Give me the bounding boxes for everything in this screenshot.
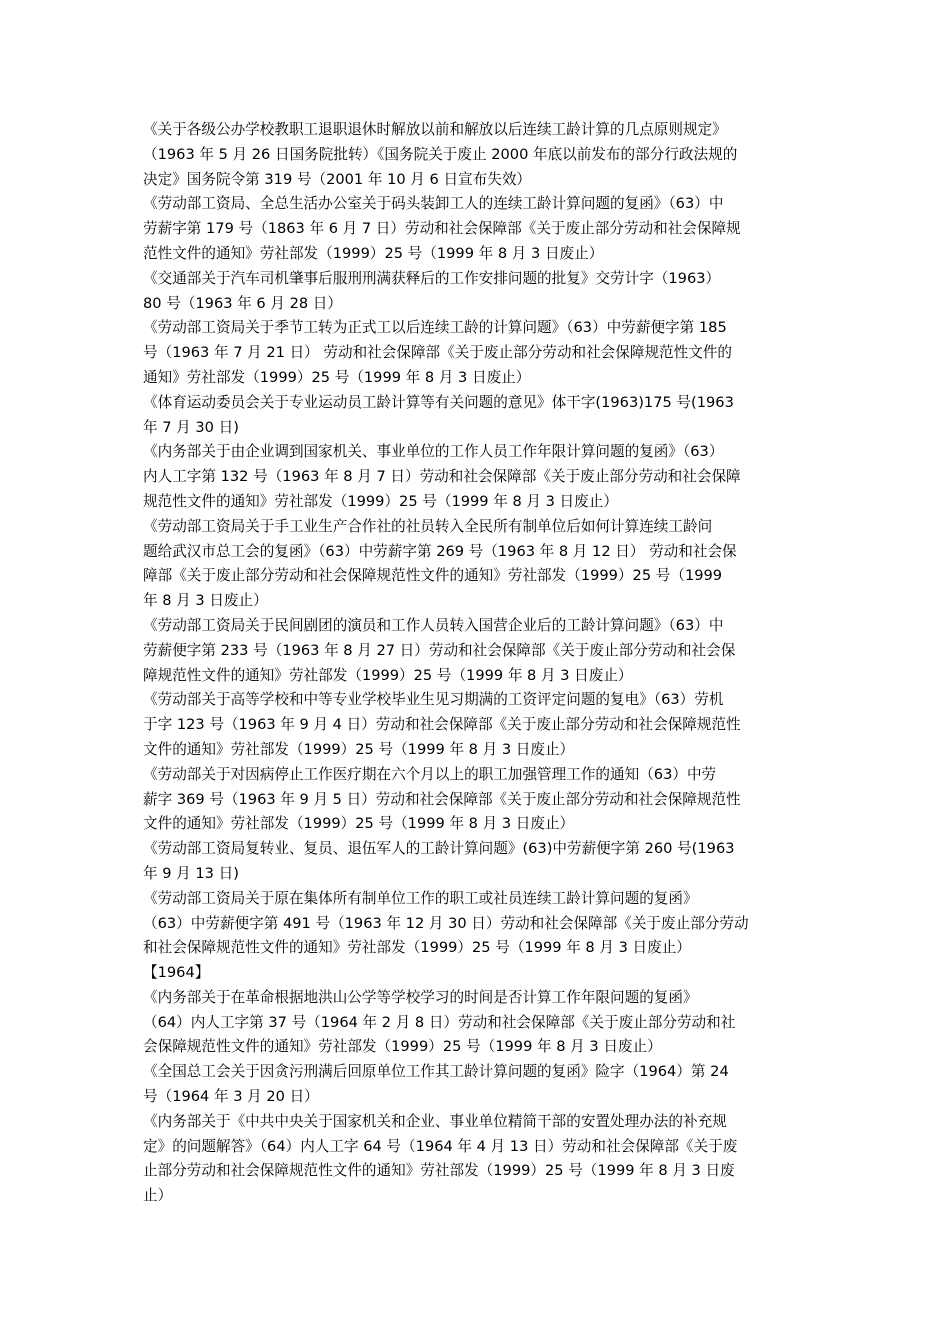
text-line: 《体育运动委员会关于专业运动员工龄计算等有关问题的意见》体干字(1963)175 号(1963 (143, 393, 734, 411)
text-line: 文件的通知》劳社部发（1999）25 号（1999 年 8 月 3 日废止） (143, 740, 575, 758)
text-line: 规范性文件的通知》劳社部发（1999）25 号（1999 年 8 月 3 日废止） (143, 492, 618, 510)
text-line: 题给武汉市总工会的复函》（63）中劳薪字第 269 号（1963 年 8 月 12 日） 劳动和社会保 (143, 542, 737, 560)
text-line: 《关于各级公办学校教职工退职退休时解放以前和解放以后连续工龄计算的几点原则规定》 (143, 121, 727, 138)
text-line: 《劳动部工资局关于季节工转为正式工以后连续工龄的计算问题》（63）中劳薪便字第 185 (143, 319, 727, 337)
text-line: 内人工字第 132 号（1963 年 8 月 7 日）劳动和社会保障部《关于废止部分劳动和社会保障 (143, 468, 741, 486)
text-line: 薪字 369 号（1963 年 9 月 5 日）劳动和社会保障部《关于废止部分劳动和社会保障规范性 (143, 790, 741, 808)
text-line: （1963 年 5 月 26 日国务院批转）《国务院关于废止 2000 年底以前发布的部分行政法规的 (143, 145, 738, 163)
text-line: 年 9 月 13 日) (143, 864, 239, 882)
text-line: 《劳动部关于高等学校和中等专业学校毕业生见习期满的工资评定问题的复电》（63）劳机 (143, 691, 724, 709)
text-line: 80 号（1963 年 6 月 28 日） (143, 294, 342, 312)
text-line: 《内务部关于《中共中央关于国家机关和企业、事业单位精简干部的安置处理办法的补充规 (143, 1112, 727, 1130)
text-line: 劳薪便字第 233 号（1963 年 8 月 27 日）劳动和社会保障部《关于废止部分劳动和社会保 (143, 641, 736, 659)
document-body (143, 118, 810, 1209)
text-line: 《劳动部工资局关于民间剧团的演员和工作人员转入国营企业后的工龄计算问题》（63）中 (143, 616, 724, 634)
text-line: 《内务部关于由企业调到国家机关、事业单位的工作人员工作年限计算问题的复函》（63） (143, 443, 724, 461)
text-line: （63）中劳薪便字第 491 号（1963 年 12 月 30 日）劳动和社会保障部《关于废止部分劳动 (143, 914, 749, 932)
text-line: 号（1963 年 7 月 21 日） 劳动和社会保障部《关于废止部分劳动和社会保障规范性文件的 (143, 344, 733, 362)
text-line: 文件的通知》劳社部发（1999）25 号（1999 年 8 月 3 日废止） (143, 815, 575, 833)
text-line: 于字 123 号（1963 年 9 月 4 日）劳动和社会保障部《关于废止部分劳动和社会保障规范性 (143, 716, 741, 734)
text-line: 障部《关于废止部分劳动和社会保障规范性文件的通知》劳社部发（1999）25 号（1999 (143, 567, 723, 585)
text-line: 障规范性文件的通知》劳社部发（1999）25 号（1999 年 8 月 3 日废止） (143, 666, 633, 684)
text-line: 《内务部关于在革命根据地洪山公学等学校学习的时间是否计算工作年限问题的复函》 (143, 988, 698, 1006)
text-line: 范性文件的通知》劳社部发（1999）25 号（1999 年 8 月 3 日废止） (143, 244, 604, 262)
text-line: 《劳动部工资局复转业、复员、退伍军人的工龄计算问题》(63)中劳薪便字第 260 号(1963 (143, 840, 735, 858)
text-line: 《劳动部关于对因病停止工作医疗期在六个月以上的职工加强管理工作的通知（63）中劳 (143, 765, 717, 783)
section-heading-1964: 【1964】 (143, 964, 210, 982)
text-line: 会保障规范性文件的通知》劳社部发（1999）25 号（1999 年 8 月 3 日废止） (143, 1038, 662, 1056)
text-line: 号（1964 年 3 月 20 日） (143, 1088, 319, 1106)
text-line: 《全国总工会关于因贪污刑满后回原单位工作其工龄计算问题的复函》险字（1964）第 24 (143, 1063, 729, 1081)
text-line: 《劳动部工资局关于手工业生产合作社的社员转入全民所有制单位后如何计算连续工龄问 (143, 517, 713, 535)
text-line: 止部分劳动和社会保障规范性文件的通知》劳社部发（1999）25 号（1999 年 8 月 3 日废 (143, 1162, 735, 1180)
text-line: 和社会保障规范性文件的通知》劳社部发（1999）25 号（1999 年 8 月 3 日废止） (143, 939, 691, 957)
text-line: 《劳动部工资局、全总生活办公室关于码头装卸工人的连续工龄计算问题的复函》（63）中 (143, 195, 724, 213)
text-line: 决定》国务院令第 319 号（2001 年 10 月 6 日宣布失效） (143, 170, 532, 188)
text-line: 年 8 月 3 日废止） (143, 592, 268, 610)
text-line: （64）内人工字第 37 号（1964 年 2 月 8 日）劳动和社会保障部《关于废止部分劳动和社 (143, 1013, 736, 1031)
text-line: 通知》劳社部发（1999）25 号（1999 年 8 月 3 日废止） (143, 368, 531, 386)
text-line: 年 7 月 30 日) (143, 418, 239, 436)
text-line: 《交通部关于汽车司机肇事后服刑刑满获释后的工作安排问题的批复》交劳计字（1963） (143, 269, 721, 287)
text-line: 《劳动部工资局关于原在集体所有制单位工作的职工或社员连续工龄计算问题的复函》 (143, 889, 698, 907)
text-line: 定》的问题解答》（64）内人工字 64 号（1964 年 4 月 13 日）劳动和社会保障部《关于废 (143, 1137, 738, 1155)
text-line: 止） (143, 1187, 173, 1205)
text-line: 劳薪字第 179 号（1863 年 6 月 7 日）劳动和社会保障部《关于废止部分劳动和社会保障规 (143, 220, 741, 238)
